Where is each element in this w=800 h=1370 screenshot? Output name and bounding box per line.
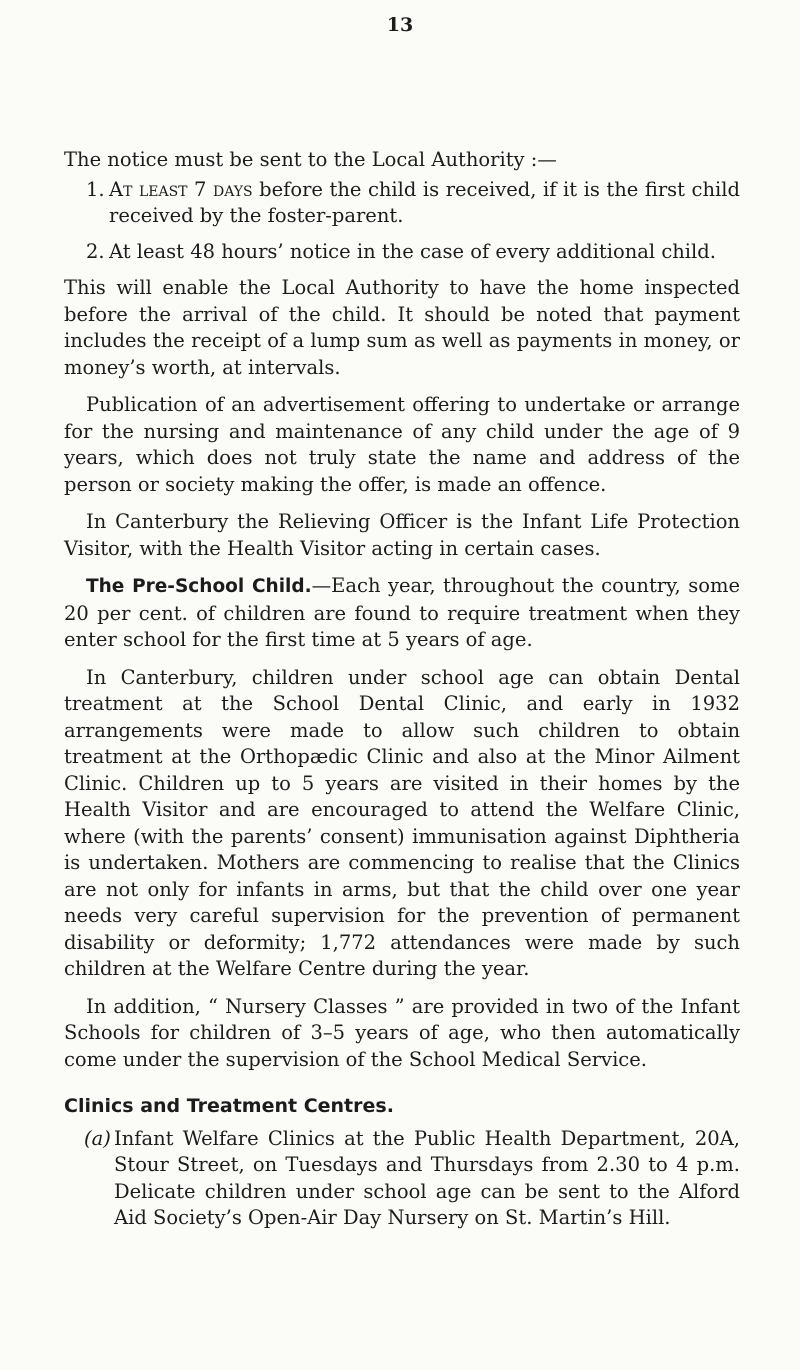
- paragraph: In addition, “ Nursery Classes ” are provided in two of the Infant Schools for children of 3–5 years of age, who then automatically come under the supervision of the School Medical Service.: [64, 994, 740, 1071]
- list-item-number: 1.: [86, 177, 105, 201]
- preschool-paragraph: [64, 573, 740, 654]
- notice-section: [64, 147, 740, 1232]
- section-text: —Each year, throughout the country, some 20 per cent. of children are found to require treatment when they enter school for the first time at 5 years of age.: [64, 574, 740, 651]
- paragraph: In Canterbury, children under school age can obtain Dental treatment at the School Dental Clinic, and early in 1932 arrangements were made to allow such children to obtain treatment at the Orthopædic Clinic and also at the Minor Ailment Clinic. Children up to 5 years are visited in their homes by the Health Visitor and are encouraged to attend the Welfare Clinic, where (with the parents’ consent) immunisation against Diphtheria is undertaken. Mothers are commencing to realise that the Clinics are not only for infants in arms, but that the child over one year needs very careful supervision for the prevention of permanent disability or deformity; 1,772 attendances were made by such children at the Welfare Centre during the year.: [64, 665, 740, 980]
- list-item-lead: At least 7 days: [109, 177, 253, 201]
- list-item-text: Infant Welfare Clinics at the Public Health Department, 20A, Stour Street, on Tuesdays and Thursdays from 2.30 to 4 p.m. Delicate children under school age can be sent to the Alford Aid Society’s Open-Air Day Nursery on St. Martin’s Hill.: [114, 1126, 740, 1229]
- section-heading: The Pre-School Child.: [86, 576, 312, 597]
- paragraph: Publication of an advertisement offering to undertake or arrange for the nursing and maintenance of any child under the age of 9 years, which does not truly state the name and address of the person or society making the offer, is made an offence.: [64, 393, 740, 496]
- list-item-text: At least 48 hours’ notice in the case of every additional child.: [109, 239, 716, 263]
- page-number: 13: [386, 14, 414, 36]
- list-item: [64, 177, 740, 230]
- list-item: [64, 239, 740, 266]
- paragraph: In Canterbury the Relieving Officer is the Infant Life Protection Visitor, with the Health Visitor acting in certain cases.: [64, 510, 740, 560]
- list-item-label: (a): [84, 1126, 111, 1150]
- list-item-text: before the child is received, if it is the first child received by the foster-parent.: [109, 177, 740, 227]
- paragraph: This will enable the Local Authority to have the home inspected before the arrival of the child. It should be noted that payment includes the receipt of a lump sum as well as payments in money, or money’s worth, at intervals.: [64, 276, 740, 379]
- list-item: [64, 1126, 740, 1232]
- clinics-heading: Clinics and Treatment Centres.: [64, 1095, 394, 1117]
- notice-intro: The notice must be sent to the Local Authority :—: [64, 148, 557, 171]
- list-item-number: 2.: [86, 239, 105, 263]
